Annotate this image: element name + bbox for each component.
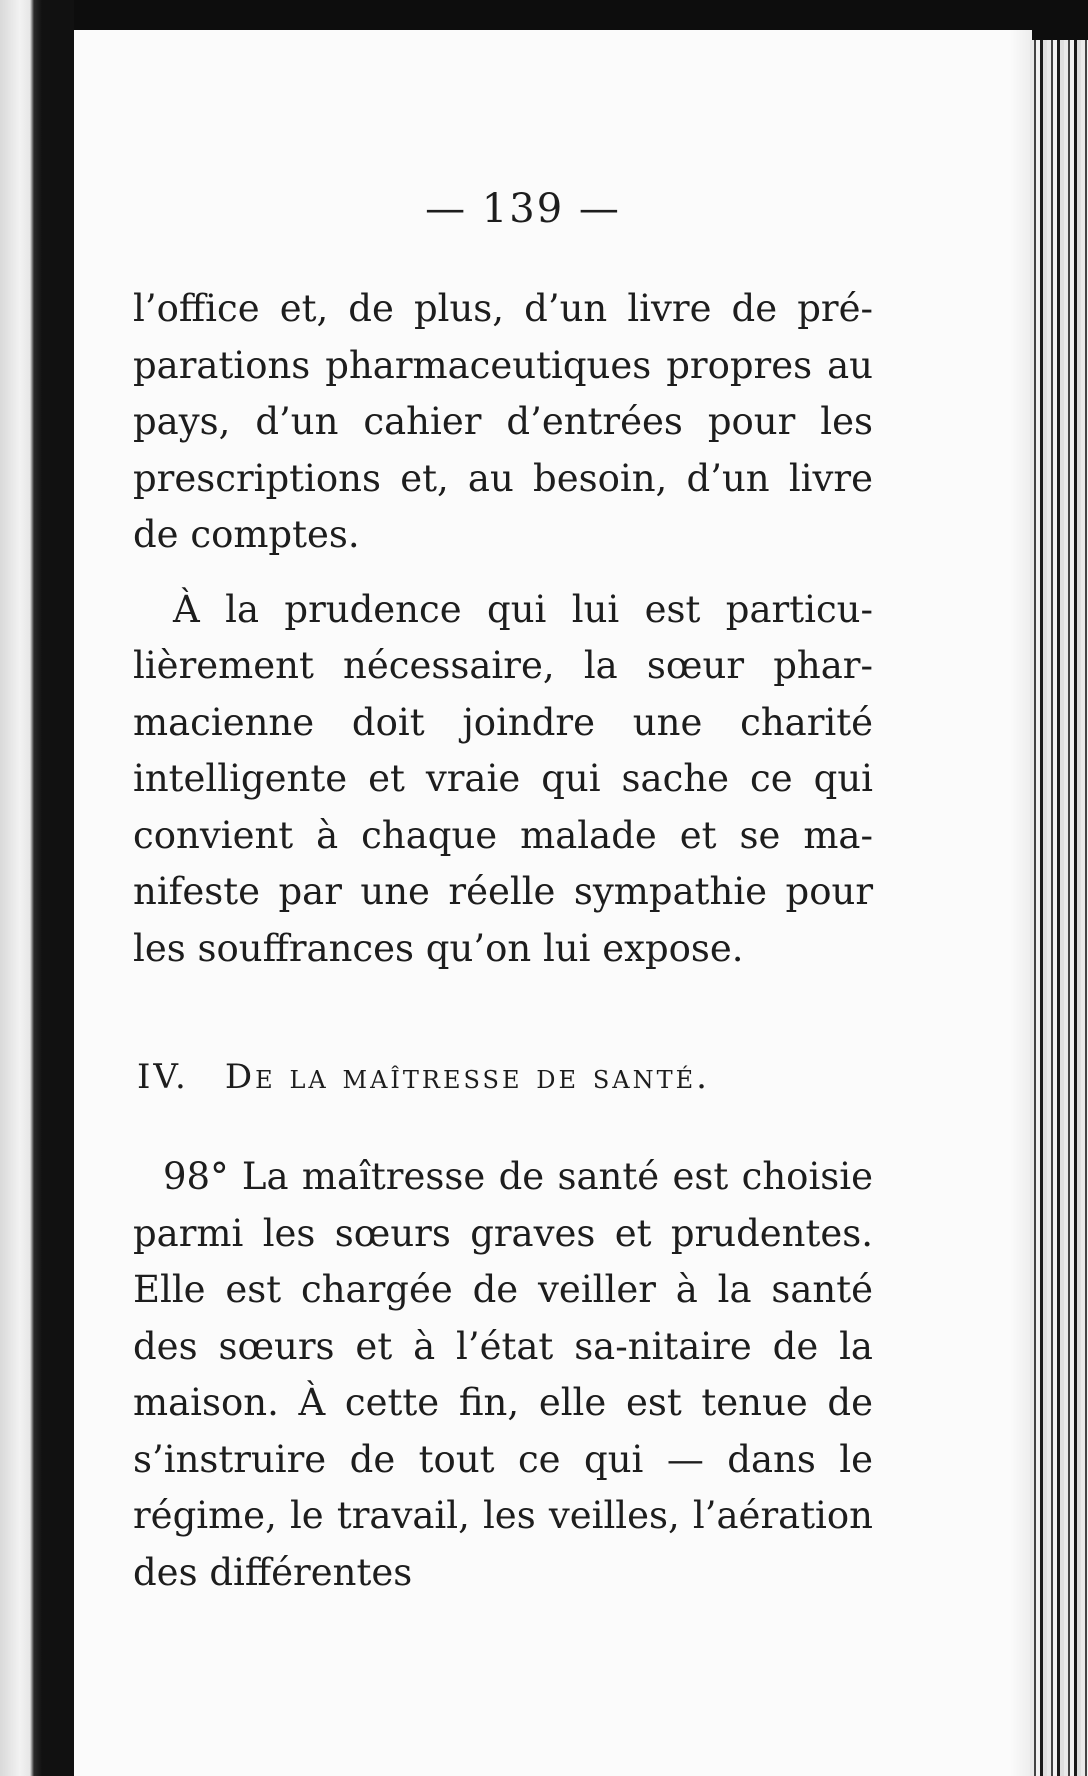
scan-top-border	[0, 0, 1088, 30]
section-number: IV.	[137, 1057, 189, 1097]
page-text	[133, 185, 873, 1601]
book-gutter	[42, 0, 74, 1776]
paragraph-continuation: l’office et, de plus, d’un livre de pré-parations pharmaceutiques propres au pays, d’un cahier d’entrées pour les prescriptions et, au besoin, d’un livre de comptes.	[133, 287, 873, 556]
section-heading	[133, 1055, 873, 1099]
article-98: 98° La maîtresse de santé est choisie parmi les sœurs graves et prudentes. Elle est chargée de veiller à la santé des sœurs et à l’état sa-nitaire de la maison. À cette fin, elle est tenue de s’instruire de tout ce qui — dans le régime, le travail, les veilles, l’aération des différentes	[133, 1155, 873, 1594]
section-title: De la maîtresse de santé.	[224, 1057, 710, 1097]
page-number: — 139 —	[425, 186, 621, 232]
page-edges-stack	[1030, 40, 1088, 1776]
left-page-edge	[0, 0, 42, 1776]
paragraph-prudence: À la prudence qui lui est particu-lièrement nécessaire, la sœur phar-macienne doit joindre une charité intelligente et vraie qui sache ce qui convient à chaque malade et se ma-nifeste par une réelle sympathie pour les souffrances qu’on lui expose.	[133, 587, 873, 970]
